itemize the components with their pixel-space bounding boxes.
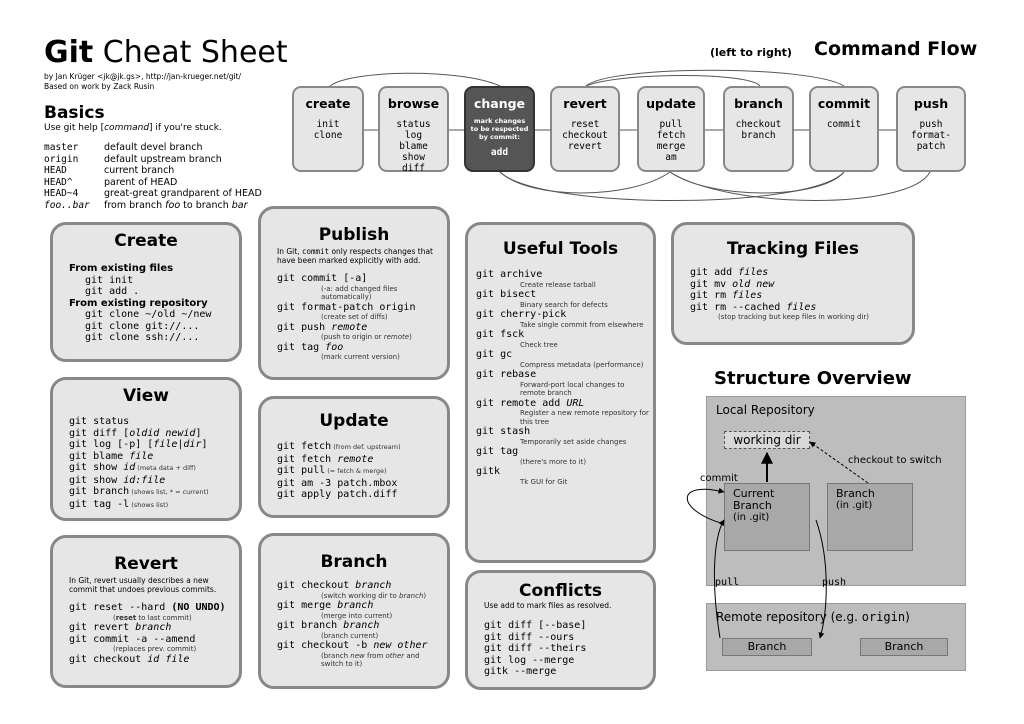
basics-subtitle: Use git help [command] if you're stuck. — [44, 123, 222, 133]
branch-heading: Branch — [320, 552, 388, 572]
tracking-card: Tracking Files git add files git mv old new git rm files git rm --cached files (stop tracking but keep files in working dir) — [671, 222, 915, 345]
structure-arrows — [680, 420, 980, 670]
basics-row: HEAD^ parent of HEAD — [44, 176, 178, 188]
tools-heading: Useful Tools — [502, 239, 619, 259]
conflicts-card: Conflicts Use add to mark files as resolved. git diff [--base] git diff --ours git diff --theirs git log --merge gitk --merge — [465, 570, 656, 690]
flow-box-update: update pull fetch merge am — [637, 86, 705, 172]
revert-heading: Revert — [114, 554, 178, 574]
page-title: Git Cheat Sheet — [44, 35, 288, 70]
basics-row: foo..bar from branch foo to branch bar — [44, 199, 248, 211]
current-branch: Current Branch (in .git) — [724, 483, 810, 551]
flow-box-revert: revert reset checkout revert — [550, 86, 620, 172]
flow-box-push: push push format-patch — [896, 86, 966, 172]
flow-box-branch: branch checkout branch — [723, 86, 794, 172]
basics-row: HEAD current branch — [44, 165, 175, 176]
update-heading: Update — [319, 411, 389, 431]
basics-row: origin default upstream branch — [44, 153, 222, 165]
flow-box-commit: commit commit — [809, 86, 879, 172]
basics-heading: Basics — [44, 103, 105, 123]
working-dir: working dir — [724, 431, 810, 449]
basics-row: HEAD~4 great-great grandparent of HEAD — [44, 188, 262, 199]
remote-repository: Remote repository (e.g. origin) — [706, 603, 966, 671]
flow-heading: Command Flow — [814, 38, 978, 60]
remote-branch-1: Branch — [722, 638, 812, 656]
basics-list — [44, 142, 262, 211]
create-card: Create From existing files git init git add . From existing repository git clone ~/old ~/new git clone git://... git clone ssh://... — [50, 222, 242, 362]
checkout-label: checkout to switch — [848, 455, 942, 466]
flow-box-create: create init clone — [292, 86, 364, 172]
structure-heading: Structure Overview — [714, 368, 912, 389]
flow-subtitle: (left to right) — [710, 46, 792, 59]
commit-label: commit — [700, 473, 738, 484]
flow-box-change: change mark changes to be respected by commit: add — [464, 86, 535, 172]
branch-local: Branch (in .git) — [827, 483, 913, 551]
byline: by Jan Krüger <jk@jk.gs>, http://jan-krueger.net/git/ Based on work by Zack Rusin — [44, 72, 242, 91]
update-card: Update git fetch (from def. upstream) git fetch remote git pull (= fetch & merge) git am -3 patch.mbox git apply patch.diff — [258, 396, 450, 518]
create-heading: Create — [114, 231, 178, 251]
conflicts-heading: Conflicts — [518, 581, 602, 601]
pull-label: pull — [715, 577, 740, 588]
flow-box-browse: browse status log blame show diff — [378, 86, 449, 172]
publish-card: Publish In Git, commit only respects changes that have been marked explicitly with add. git commit [-a] (-a: add changed files automatically) git format-patch origin (create set of diffs) git push remote (push to origin or remote) git tag foo (mark current version) — [258, 206, 450, 380]
branch-card: Branch git checkout branch (switch working dir to branch) git merge branch (merge into current) git branch branch (branch current) git checkout -b new other (branch new from other and switch to it) — [258, 533, 450, 689]
local-repository: Local Repository — [706, 396, 966, 586]
view-card: View git status git diff [oldid newid] git log [-p] [file|dir] git blame file git show id (meta data + diff) git show id:file git branch (shows list, * = current) git tag -l (shows list) — [50, 377, 242, 521]
remote-branch-2: Branch — [860, 638, 948, 656]
push-label: push — [822, 577, 847, 588]
tracking-heading: Tracking Files — [727, 239, 859, 259]
basics-row: master default devel branch — [44, 142, 203, 153]
tools-card: Useful Tools git archive Create release tarball git bisect Binary search for defects git cherry-pick Take single commit from elsewhere git fsck Check tree git gc Compress metadata (performance) git rebase Forward-port local changes to remote branch git remote add URL Register a new remote repository for this tree git stash Temporarily set aside changes git tag (there's more to it) gitk Tk GUI for Git — [465, 222, 656, 563]
view-heading: View — [123, 386, 169, 406]
publish-heading: Publish — [318, 225, 390, 245]
revert-card: Revert In Git, revert usually describes a new commit that undoes previous commits. git reset --hard (NO UNDO) (reset to last commit) git revert branch git commit -a --amend (replaces prev. commit) git checkout id file — [50, 535, 242, 688]
